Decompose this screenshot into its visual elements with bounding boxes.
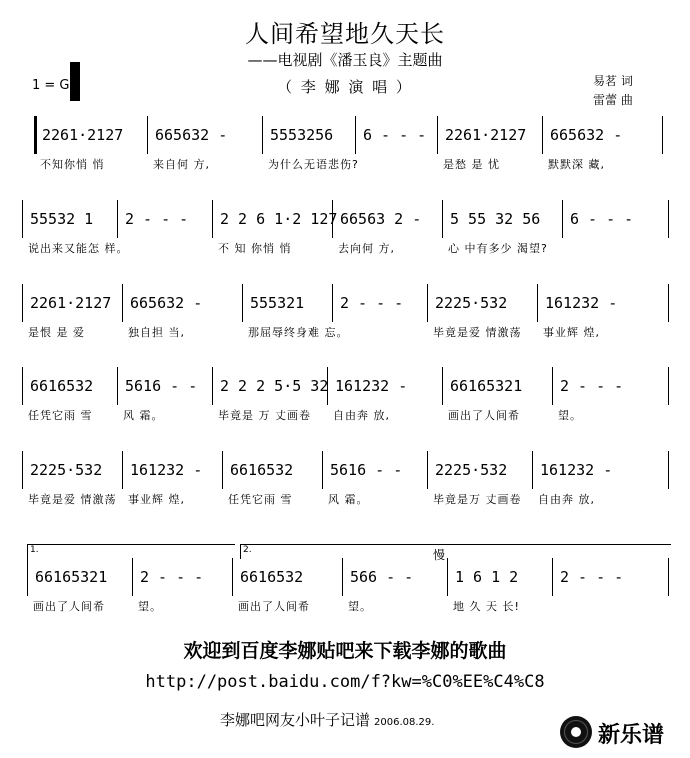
measure-notes: 161232 - <box>545 294 618 312</box>
measure-notes: 161232 - <box>540 461 613 479</box>
barline <box>355 116 356 154</box>
measure-notes: 6616532 <box>30 377 94 395</box>
barline <box>668 451 669 489</box>
lyric-text: 望。 <box>138 600 162 613</box>
lyricist-credit: 易茗 词 <box>593 74 633 88</box>
measure-notes: 66165321 <box>35 568 108 586</box>
measure-notes: 665632 - <box>550 126 623 144</box>
barline <box>332 284 333 322</box>
lyric-text: 自由奔 放, <box>538 493 595 506</box>
barline <box>22 451 23 489</box>
measure-notes: 55532 1 <box>30 210 94 228</box>
measure-notes: 2 - - - <box>560 377 624 395</box>
measure-notes: 555321 <box>250 294 305 312</box>
barline <box>232 558 233 596</box>
barline <box>668 367 669 405</box>
lyric-text: 风 霜。 <box>123 409 164 422</box>
measure-notes: 161232 - <box>335 377 408 395</box>
second-ending-bracket: 2. <box>240 544 671 559</box>
measure-notes: 2261·2127 <box>42 126 124 144</box>
barline <box>552 558 553 596</box>
barline <box>562 200 563 238</box>
measure-notes: 665632 - <box>130 294 203 312</box>
lyric-text: 说出来又能怎 样。 <box>28 242 129 255</box>
barline <box>542 116 543 154</box>
lyric-text: 毕竟是 万 丈画卷 <box>218 409 311 422</box>
barline <box>668 200 669 238</box>
tempo-mark: 慢 <box>433 548 446 562</box>
barline <box>668 558 669 596</box>
key-signature: 1 = G <box>32 78 70 93</box>
barline <box>427 284 428 322</box>
lyric-text: 望。 <box>348 600 372 613</box>
measure-notes: 1 6 1 2 <box>455 568 519 586</box>
lyric-text: 是愁 是 忧 <box>443 158 500 171</box>
lyric-text: 风 霜。 <box>328 493 369 506</box>
barline <box>532 451 533 489</box>
lyric-text: 望。 <box>558 409 582 422</box>
barline <box>147 116 148 154</box>
measure-notes: 66165321 <box>450 377 523 395</box>
score-row <box>22 210 668 274</box>
measure-notes: 66563 2 - <box>340 210 422 228</box>
barline <box>122 451 123 489</box>
lyric-text: 去向何 方, <box>338 242 395 255</box>
barline <box>222 451 223 489</box>
barline <box>668 284 669 322</box>
barline <box>117 200 118 238</box>
xinyuepu-logo[interactable] <box>560 716 680 750</box>
lyric-text: 毕竟是万 丈画卷 <box>433 493 522 506</box>
barline <box>552 367 553 405</box>
measure-notes: 2 - - - <box>125 210 189 228</box>
lyric-text: 不知你悄 悄 <box>40 158 105 171</box>
barline <box>242 284 243 322</box>
lyric-text: 画出了人间希 <box>448 409 520 422</box>
barline <box>437 116 438 154</box>
barline <box>212 367 213 405</box>
lyric-text: 任凭它雨 雪 <box>228 493 293 506</box>
time-signature <box>70 71 78 99</box>
measure-notes: 665632 - <box>155 126 228 144</box>
lyric-text: 画出了人间希 <box>33 600 105 613</box>
measure-notes: 161232 - <box>130 461 203 479</box>
logo-text: 新乐谱 <box>598 723 665 748</box>
lyric-text: 自由奔 放, <box>333 409 390 422</box>
lyric-text: 画出了人间希 <box>238 600 310 613</box>
composer-credit: 雷蕾 曲 <box>593 93 633 107</box>
barline <box>262 116 263 154</box>
lyric-text: 来自何 方, <box>153 158 210 171</box>
score-row <box>22 568 668 632</box>
measure-notes: 2 - - - <box>340 294 404 312</box>
singer-credit: （ 李 娜 演 唱 ） <box>277 78 413 96</box>
measure-notes: 6616532 <box>240 568 304 586</box>
measure-notes: 5616 - - <box>125 377 198 395</box>
measure-notes: 2225·532 <box>435 461 508 479</box>
lyric-text: 毕竟是爱 情激荡 <box>28 493 117 506</box>
score-row <box>22 126 668 190</box>
measure-notes: 2225·532 <box>435 294 508 312</box>
barline <box>442 200 443 238</box>
barline <box>322 451 323 489</box>
measure-notes: 6 - - - <box>363 126 427 144</box>
lyric-text: 不 知 你悄 悄 <box>218 242 292 255</box>
record-disc-icon <box>560 716 592 748</box>
barline <box>22 367 23 405</box>
score-row <box>22 461 668 525</box>
barline <box>117 367 118 405</box>
lyric-text: 任凭它雨 雪 <box>28 409 93 422</box>
song-subtitle: ——电视剧《潘玉良》主题曲 <box>247 51 443 69</box>
barline <box>27 558 28 596</box>
barline <box>342 558 343 596</box>
lyric-text: 默默深 藏, <box>548 158 605 171</box>
lyric-text: 毕竟是爱 情激荡 <box>433 326 522 339</box>
lyric-text: 事业辉 煌, <box>543 326 600 339</box>
barline <box>212 200 213 238</box>
lyric-text: 心 中有多少 渴望? <box>448 242 548 255</box>
lyric-text: 为什么无语悲伤? <box>268 158 359 171</box>
first-ending-bracket: 1. <box>27 544 235 559</box>
transcriber-note <box>220 709 434 730</box>
measure-notes: 6 - - - <box>570 210 634 228</box>
score-row <box>22 377 668 441</box>
transcription-date: 2006.08.29. <box>374 717 435 728</box>
tieba-link[interactable]: http://post.baidu.com/f?kw=%C0%EE%C4%C8 <box>145 672 545 692</box>
measure-notes: 5553256 <box>270 126 334 144</box>
lyric-text: 是恨 是 爱 <box>28 326 85 339</box>
measure-notes: 2261·2127 <box>30 294 112 312</box>
barline <box>22 284 23 322</box>
barline <box>34 116 37 154</box>
measure-notes: 2225·532 <box>30 461 103 479</box>
measure-notes: 2261·2127 <box>445 126 527 144</box>
measure-notes: 566 - - <box>350 568 414 586</box>
measure-notes: 2 - - - <box>140 568 204 586</box>
lyric-text: 事业辉 煌, <box>128 493 185 506</box>
barline <box>22 200 23 238</box>
barline <box>132 558 133 596</box>
barline <box>662 116 663 154</box>
score-row <box>22 294 668 358</box>
barline <box>427 451 428 489</box>
transcriber-text: 李娜吧网友小叶子记谱 <box>220 711 371 729</box>
barline <box>447 558 448 596</box>
download-banner: 欢迎到百度李娜贴吧来下载李娜的歌曲 <box>183 640 507 662</box>
measure-notes: 2 2 2 5·5 32 <box>220 377 329 395</box>
lyric-text: 那屈辱终身难 忘。 <box>248 326 349 339</box>
measure-notes: 2 - - - <box>560 568 624 586</box>
lyric-text: 独自担 当, <box>128 326 185 339</box>
measure-notes: 6616532 <box>230 461 294 479</box>
measure-notes: 5 55 32 56 <box>450 210 541 228</box>
barline <box>122 284 123 322</box>
measure-notes: 2 2 6 1·2 127 <box>220 210 338 228</box>
song-title: 人间希望地久天长 <box>245 20 445 48</box>
lyric-text: 地 久 天 长! <box>453 600 520 613</box>
barline <box>537 284 538 322</box>
barline <box>442 367 443 405</box>
measure-notes: 5616 - - <box>330 461 403 479</box>
time-signature-divider <box>70 62 80 101</box>
